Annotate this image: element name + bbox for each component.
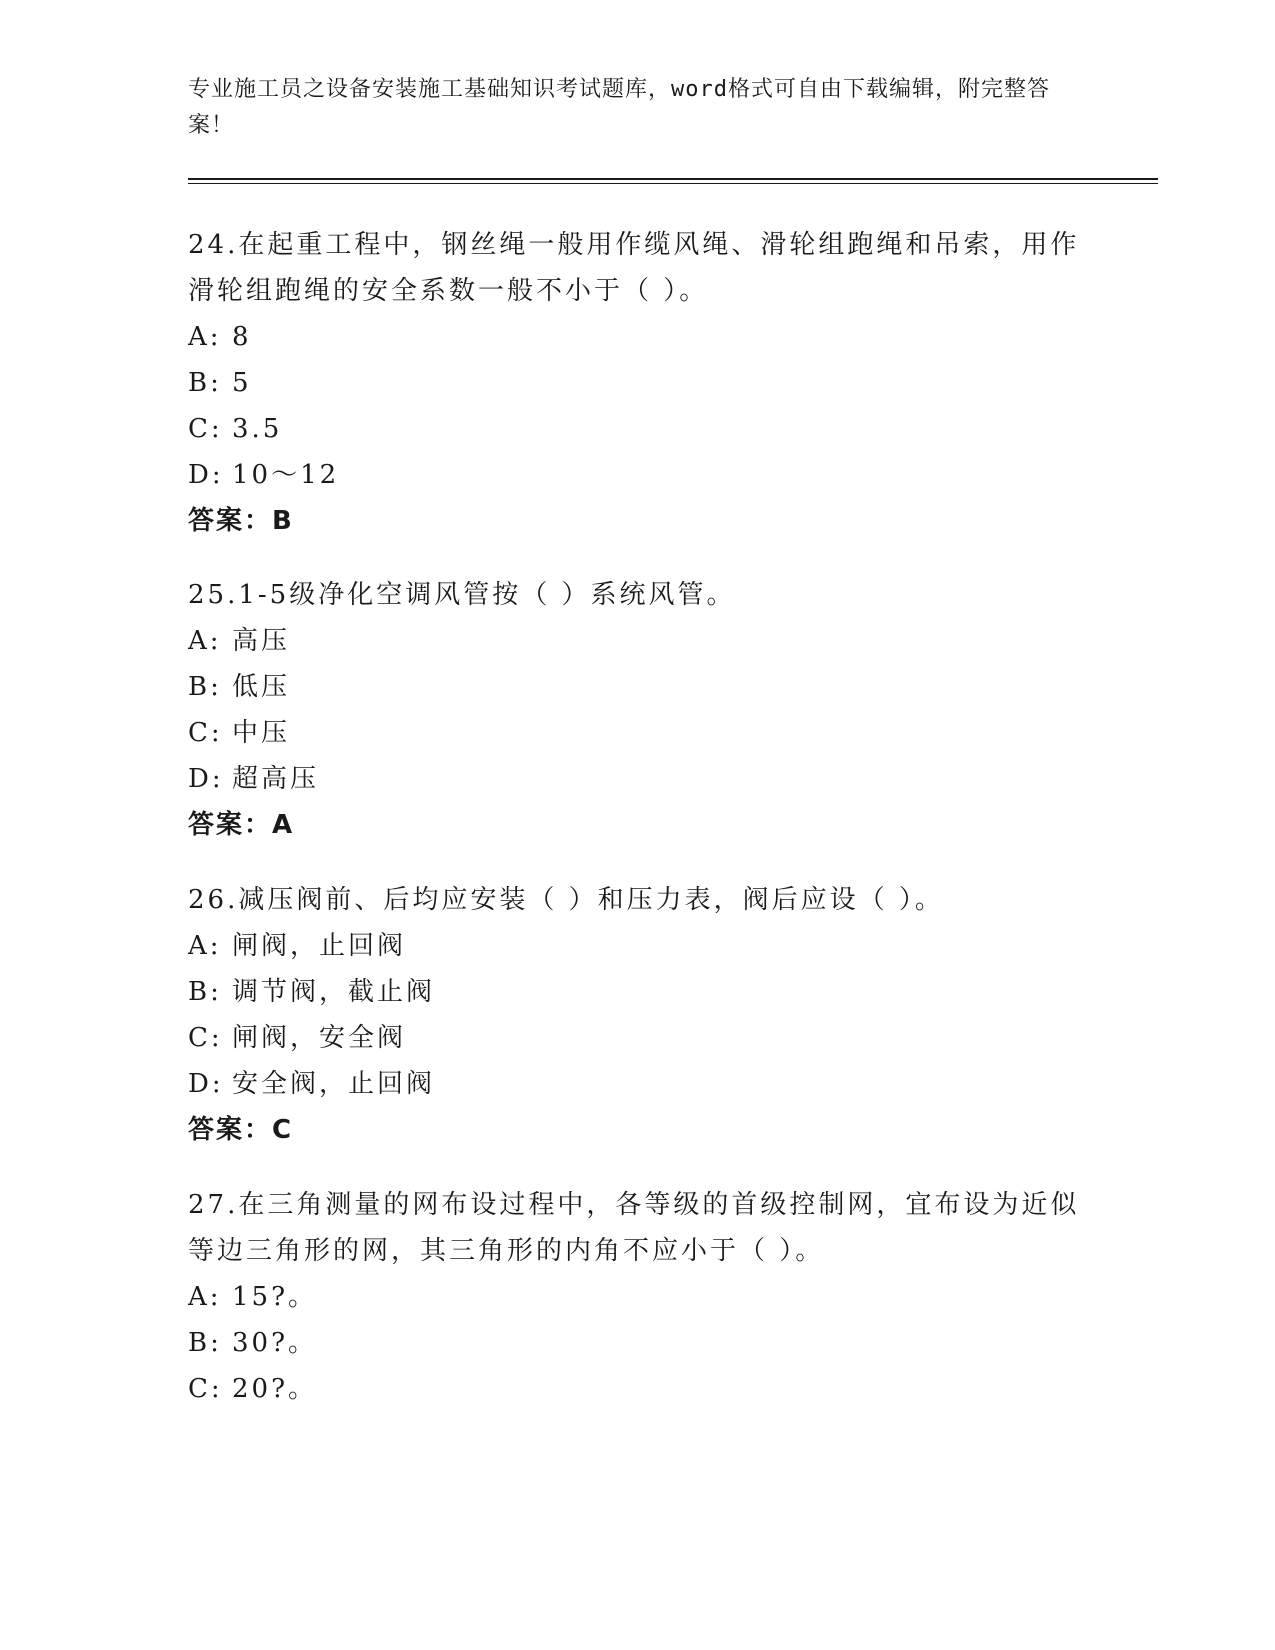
question-25	[188, 572, 1088, 848]
question-26	[188, 877, 1088, 1153]
option-a	[188, 618, 1088, 664]
option-label: A:	[188, 1282, 222, 1312]
option-label: B:	[188, 368, 222, 398]
option-label: A:	[188, 931, 222, 961]
option-text: 15?。	[232, 1282, 318, 1312]
question-stem: 26.减压阀前、后均应安装（ ）和压力表，阀后应设（ ）。	[188, 885, 944, 915]
option-label: C:	[188, 1023, 223, 1053]
option-label: D:	[188, 1069, 224, 1099]
option-text: 10～12	[232, 460, 340, 490]
option-d	[188, 756, 1088, 802]
option-label: A:	[188, 626, 222, 656]
option-text: 5	[232, 368, 252, 398]
option-b	[188, 969, 1088, 1015]
option-d	[188, 452, 1088, 498]
option-text: 调节阀，截止阀	[232, 977, 436, 1007]
option-a	[188, 923, 1088, 969]
answer-line: 答案：B	[188, 506, 294, 536]
option-b	[188, 360, 1088, 406]
option-text: 8	[232, 322, 252, 352]
option-c	[188, 406, 1088, 452]
option-c	[188, 1015, 1088, 1061]
header-rule-thin	[188, 183, 1158, 184]
option-text: 3.5	[232, 414, 283, 444]
question-stem: 24.在起重工程中，钢丝绳一般用作缆风绳、滑轮组跑绳和吊索，用作滑轮组跑绳的安全系数一般不小于（ ）。	[188, 230, 1080, 306]
option-text: 30?。	[232, 1328, 318, 1358]
question-stem: 27.在三角测量的网布设过程中，各等级的首级控制网，宜布设为近似等边三角形的网，其三角形的内角不应小于（ ）。	[188, 1190, 1080, 1266]
question-24	[188, 222, 1088, 544]
header-rule-thick	[188, 178, 1158, 180]
option-label: B:	[188, 977, 222, 1007]
option-label: C:	[188, 718, 223, 748]
option-label: D:	[188, 460, 224, 490]
option-label: D:	[188, 764, 224, 794]
option-text: 低压	[232, 672, 291, 702]
option-text: 闸阀，安全阀	[232, 1023, 407, 1053]
document-header: 专业施工员之设备安装施工基础知识考试题库，word格式可自由下载编辑，附完整答案！	[188, 77, 1050, 138]
option-a	[188, 314, 1088, 360]
answer-line: 答案：A	[188, 810, 295, 840]
option-b	[188, 664, 1088, 710]
option-label: B:	[188, 672, 222, 702]
option-text: 高压	[232, 626, 291, 656]
question-27	[188, 1182, 1088, 1412]
option-c	[188, 710, 1088, 756]
option-text: 超高压	[232, 764, 320, 794]
option-text: 20?。	[232, 1374, 318, 1404]
answer-line: 答案：C	[188, 1115, 294, 1145]
option-a	[188, 1274, 1088, 1320]
option-d	[188, 1061, 1088, 1107]
option-c	[188, 1366, 1088, 1412]
option-label: A:	[188, 322, 222, 352]
option-label: C:	[188, 1374, 223, 1404]
option-label: C:	[188, 414, 223, 444]
option-text: 闸阀，止回阀	[232, 931, 407, 961]
option-label: B:	[188, 1328, 222, 1358]
option-b	[188, 1320, 1088, 1366]
question-stem: 25.1-5级净化空调风管按（ ）系统风管。	[188, 580, 736, 610]
option-text: 中压	[232, 718, 291, 748]
option-text: 安全阀，止回阀	[232, 1069, 436, 1099]
